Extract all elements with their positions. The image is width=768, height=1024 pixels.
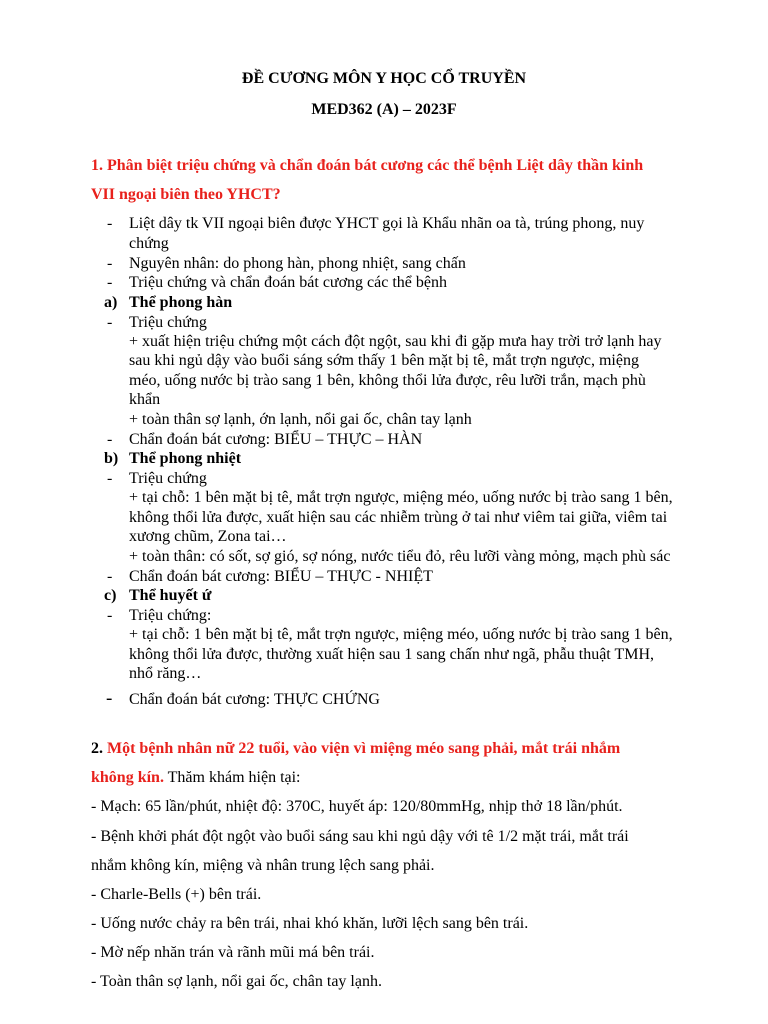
section-a-heading: Thể phong hàn xyxy=(129,294,233,311)
bullet-text: Chẩn đoán bát cương: BIỂU – THỰC – HÀN xyxy=(129,431,423,448)
text-line: + tại chỗ: 1 bên mặt bị tê, mắt trợn ngược, miệng méo, uống nước bị trào sang 1 bên, xyxy=(129,626,673,643)
bullet-dash: - xyxy=(107,314,113,331)
bullet-dash: - xyxy=(107,215,113,232)
bullet-text: Liệt dây tk VII ngoại biên được YHCT gọi là Khẩu nhãn oa tà, trúng phong, nuy xyxy=(129,215,645,232)
finding-line: - Charle-Bells (+) bên trái. xyxy=(91,886,262,903)
section-c-marker: c) xyxy=(104,587,117,604)
section-b-marker: b) xyxy=(104,450,119,467)
bullet-dash: - xyxy=(106,688,113,709)
bullet-text: Triệu chứng xyxy=(129,314,207,331)
text-line: khẩn xyxy=(129,391,161,408)
question-2-exam-label: Thăm khám hiện tại: xyxy=(163,769,301,786)
bullet-text: Chẩn đoán bát cương: THỰC CHỨNG xyxy=(129,691,380,708)
question-2-prompt: Một bệnh nhân nữ 22 tuổi, vào viện vì miệng méo sang phải, mắt trái nhắm xyxy=(107,740,621,757)
bullet-dash: - xyxy=(107,431,113,448)
finding-line: - Mờ nếp nhăn trán và rãnh mũi má bên trái. xyxy=(91,944,375,961)
finding-line: - Uống nước chảy ra bên trái, nhai khó khăn, lưỡi lệch sang bên trái. xyxy=(91,915,529,932)
bullet-dash: - xyxy=(107,568,113,585)
question-2-number: 2. xyxy=(91,740,107,757)
finding-line: - Bệnh khởi phát đột ngột vào buổi sáng sau khi ngủ dậy với tê 1/2 mặt trái, mắt trái xyxy=(91,828,629,845)
bullet-text: Nguyên nhân: do phong hàn, phong nhiệt, sang chấn xyxy=(129,255,466,272)
bullet-text: Triệu chứng: xyxy=(129,607,212,624)
text-line: không thổi lửa được, thường xuất hiện sau 1 sang chấn như ngã, phẫu thuật TMH, xyxy=(129,646,655,663)
bullet-dash: - xyxy=(107,255,113,272)
text-line: không thổi lửa được, xuất hiện sau các nhiễm trùng ở tai như viêm tai giữa, viêm tai xyxy=(129,509,668,526)
question-2-prompt-cont: không kín. xyxy=(91,769,164,786)
finding-line-cont: nhắm không kín, miệng và nhân trung lệch sang phải. xyxy=(91,857,435,874)
text-line: + xuất hiện triệu chứng một cách đột ngột, sau khi đi gặp mưa hay trời trở lạnh hay xyxy=(129,333,662,350)
question-2-line2 xyxy=(91,769,301,787)
section-b-heading: Thể phong nhiệt xyxy=(129,450,242,467)
section-c-heading: Thể huyết ứ xyxy=(129,587,212,604)
question-1-line2: VII ngoại biên theo YHCT? xyxy=(91,186,281,203)
text-line: sau khi ngủ dậy vào buổi sáng sớm thấy 1 bên mặt bị tê, mắt trợn ngược, miệng xyxy=(129,352,639,369)
text-line: nhổ răng… xyxy=(129,665,202,682)
question-1-line1: 1. Phân biệt triệu chứng và chẩn đoán bát cương các thể bệnh Liệt dây thần kinh xyxy=(91,157,644,174)
bullet-text: Triệu chứng xyxy=(129,470,207,487)
bullet-text: Chẩn đoán bát cương: BIỂU – THỰC - NHIỆT xyxy=(129,568,433,585)
course-code: MED362 (A) – 2023F xyxy=(311,101,457,118)
finding-line: - Mạch: 65 lần/phút, nhiệt độ: 370C, huyết áp: 120/80mmHg, nhịp thở 18 lần/phút. xyxy=(91,798,623,815)
text-line: méo, uống nước bị trào sang 1 bên, không thổi lửa được, rêu lưỡi trắn, mạch phù xyxy=(129,372,646,389)
text-line: + toàn thân sợ lạnh, ớn lạnh, nổi gai ốc, chân tay lạnh xyxy=(129,411,472,428)
document-title: ĐỀ CƯƠNG MÔN Y HỌC CỔ TRUYỀN xyxy=(241,70,527,87)
text-line: xương chũm, Zona tai… xyxy=(129,528,287,545)
question-2-line1 xyxy=(91,740,620,758)
bullet-text-cont: chứng xyxy=(129,235,169,252)
bullet-text: Triệu chứng và chẩn đoán bát cương các thể bệnh xyxy=(129,274,447,291)
bullet-dash: - xyxy=(107,470,113,487)
text-line: + toàn thân: có sốt, sợ gió, sợ nóng, nước tiểu đỏ, rêu lưỡi vàng mỏng, mạch phù sác xyxy=(129,548,671,565)
section-a-marker: a) xyxy=(104,294,118,311)
bullet-dash: - xyxy=(107,274,113,291)
bullet-dash: - xyxy=(107,607,113,624)
finding-line: - Toàn thân sợ lạnh, nổi gai ốc, chân tay lạnh. xyxy=(91,973,382,990)
text-line: + tại chỗ: 1 bên mặt bị tê, mắt trợn ngược, miệng méo, uống nước bị trào sang 1 bên, xyxy=(129,489,673,506)
